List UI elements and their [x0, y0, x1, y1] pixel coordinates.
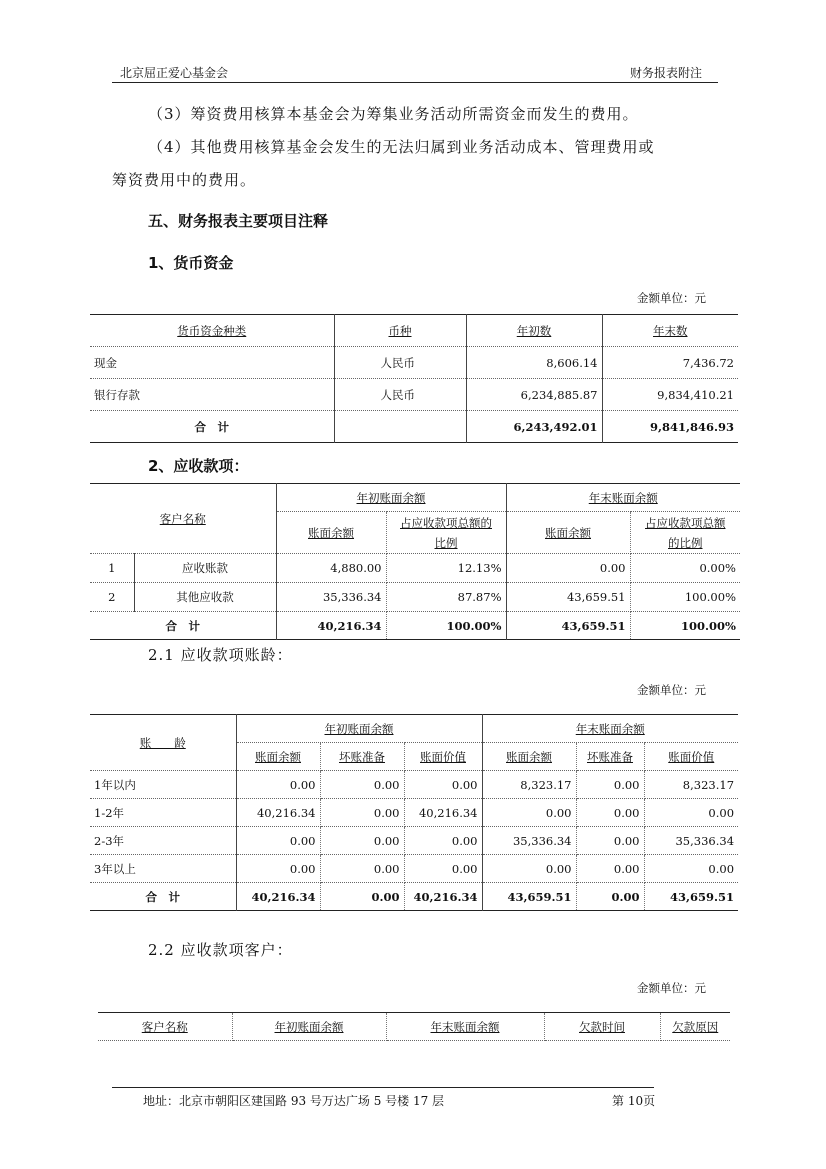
cash-total-label: 合 计 [90, 411, 334, 443]
customer-table [98, 1012, 730, 1041]
aging-total-cell: 40,216.34 [236, 883, 320, 911]
aging-table [90, 714, 738, 911]
aging-cell: 0.00 [482, 799, 576, 827]
aging-cell: 0.00 [320, 799, 404, 827]
aging-cell: 8,323.17 [644, 771, 738, 799]
cash-cell: 银行存款 [90, 379, 334, 411]
aging-cell: 0.00 [644, 799, 738, 827]
recv-total-cell: 43,659.51 [506, 612, 630, 640]
aging-end-header: 年末账面余额 [482, 715, 738, 743]
header-doc-title: 财务报表附注 [630, 66, 703, 80]
recv-subheader-line: 的比例 [668, 535, 703, 550]
aging-cell: 1-2年 [90, 799, 236, 827]
aging-cell: 35,336.34 [482, 827, 576, 855]
paragraph-3: （3）筹资费用核算本基金会为筹集业务活动所需资金而发生的费用。 [148, 105, 639, 123]
recv-cell: 应收账款 [134, 554, 276, 583]
section-heading-2-1: 2.1 应收款项账龄： [148, 646, 293, 664]
recv-cell: 87.87% [386, 583, 506, 612]
aging-cell: 0.00 [320, 827, 404, 855]
aging-cell: 35,336.34 [644, 827, 738, 855]
aging-subheader: 坏账准备 [576, 743, 644, 771]
aging-cell: 2-3年 [90, 827, 236, 855]
recv-subheader: 账面余额 [276, 512, 386, 554]
aging-cell: 8,323.17 [482, 771, 576, 799]
recv-subheader-line: 占应收款项总额的 [400, 515, 492, 530]
aging-cell: 0.00 [482, 855, 576, 883]
aging-total-cell: 43,659.51 [482, 883, 576, 911]
aging-cell: 3年以上 [90, 855, 236, 883]
recv-index: 1 [90, 554, 134, 583]
aging-subheader: 账面价值 [404, 743, 482, 771]
aging-subheader: 坏账准备 [320, 743, 404, 771]
aging-subheader: 账面余额 [482, 743, 576, 771]
unit-label: 金额单位：元 [637, 683, 706, 697]
customer-header: 客户名称 [98, 1013, 232, 1041]
recv-cell: 4,880.00 [276, 554, 386, 583]
cash-total-cell [334, 411, 466, 443]
recv-total-cell: 100.00% [386, 612, 506, 640]
cash-header: 币种 [334, 315, 466, 347]
header-org: 北京屈正爱心基金会 [120, 66, 229, 80]
recv-cell: 100.00% [630, 583, 740, 612]
header-rule [112, 82, 718, 83]
aging-cell: 0.00 [320, 855, 404, 883]
section-heading-2-2: 2.2 应收款项客户： [148, 941, 293, 959]
section-heading-5: 五、财务报表主要项目注释 [148, 212, 329, 230]
aging-begin-header: 年初账面余额 [236, 715, 482, 743]
cash-header: 年末数 [602, 315, 738, 347]
recv-end-header: 年末账面余额 [506, 484, 740, 512]
aging-subheader: 账面余额 [236, 743, 320, 771]
recv-customer-header: 客户名称 [90, 484, 276, 554]
paragraph-4: （4）其他费用核算基金会发生的无法归属到业务活动成本、管理费用或 [148, 138, 655, 156]
aging-cell: 0.00 [236, 771, 320, 799]
aging-total-cell: 0.00 [576, 883, 644, 911]
recv-subheader-ratio [630, 512, 740, 554]
aging-cell: 0.00 [320, 771, 404, 799]
aging-cell: 1年以内 [90, 771, 236, 799]
aging-cell: 0.00 [236, 855, 320, 883]
aging-cell: 0.00 [576, 771, 644, 799]
paragraph-4-cont: 筹资费用中的费用。 [112, 171, 257, 189]
recv-subheader-ratio [386, 512, 506, 554]
customer-header: 年初账面余额 [232, 1013, 386, 1041]
cash-total-cell: 6,243,492.01 [466, 411, 602, 443]
recv-begin-header: 年初账面余额 [276, 484, 506, 512]
cash-cell: 9,834,410.21 [602, 379, 738, 411]
cash-cell: 人民币 [334, 347, 466, 379]
aging-cell: 0.00 [644, 855, 738, 883]
recv-subheader: 账面余额 [506, 512, 630, 554]
cash-total-cell: 9,841,846.93 [649, 419, 734, 434]
footer-address: 地址：北京市朝阳区建国路 93 号万达广场 5 号楼 17 层 [143, 1094, 445, 1108]
cash-table [90, 314, 738, 443]
recv-index: 2 [90, 583, 134, 612]
aging-cell: 0.00 [576, 855, 644, 883]
aging-cell: 40,216.34 [236, 799, 320, 827]
recv-subheader-line: 占应收款项总额 [645, 515, 726, 530]
recv-total-label: 合 计 [90, 612, 276, 640]
unit-label: 金额单位：元 [637, 981, 706, 995]
section-heading-2: 2、应收款项： [148, 457, 249, 475]
cash-cell: 8,606.14 [466, 347, 602, 379]
aging-cell: 40,216.34 [404, 799, 482, 827]
footer-rule [112, 1087, 654, 1088]
aging-cell: 0.00 [576, 799, 644, 827]
aging-total-cell: 0.00 [320, 883, 404, 911]
aging-subheader: 账面价值 [644, 743, 738, 771]
cash-cell: 人民币 [334, 379, 466, 411]
cash-cell: 6,234,885.87 [466, 379, 602, 411]
aging-total-label: 合 计 [90, 883, 236, 911]
customer-header: 年末账面余额 [386, 1013, 544, 1041]
recv-cell: 0.00 [506, 554, 630, 583]
recv-cell: 12.13% [386, 554, 506, 583]
cash-cell: 7,436.72 [602, 347, 738, 379]
recv-cell: 35,336.34 [276, 583, 386, 612]
section-heading-1: 1、货币资金 [148, 254, 234, 272]
recv-total-cell: 100.00% [681, 618, 736, 633]
aging-cell: 0.00 [404, 827, 482, 855]
unit-label: 金额单位：元 [637, 291, 706, 305]
customer-header: 欠款时间 [544, 1013, 660, 1041]
cash-cell: 现金 [90, 347, 334, 379]
cash-header: 年初数 [466, 315, 602, 347]
recv-subheader-line: 比例 [434, 535, 458, 550]
aging-total-cell: 43,659.51 [669, 889, 735, 904]
footer-page-number: 第 10页 [612, 1094, 656, 1108]
aging-age-header: 账 龄 [90, 715, 236, 771]
aging-cell: 0.00 [236, 827, 320, 855]
aging-total-cell: 40,216.34 [404, 883, 482, 911]
aging-cell: 0.00 [404, 855, 482, 883]
customer-header: 欠款原因 [660, 1013, 730, 1041]
recv-total-cell: 40,216.34 [276, 612, 386, 640]
recv-cell: 0.00% [630, 554, 740, 583]
recv-cell: 其他应收款 [134, 583, 276, 612]
cash-header: 货币资金种类 [90, 315, 334, 347]
receivables-table [90, 483, 740, 640]
recv-cell: 43,659.51 [506, 583, 630, 612]
aging-cell: 0.00 [576, 827, 644, 855]
aging-cell: 0.00 [404, 771, 482, 799]
